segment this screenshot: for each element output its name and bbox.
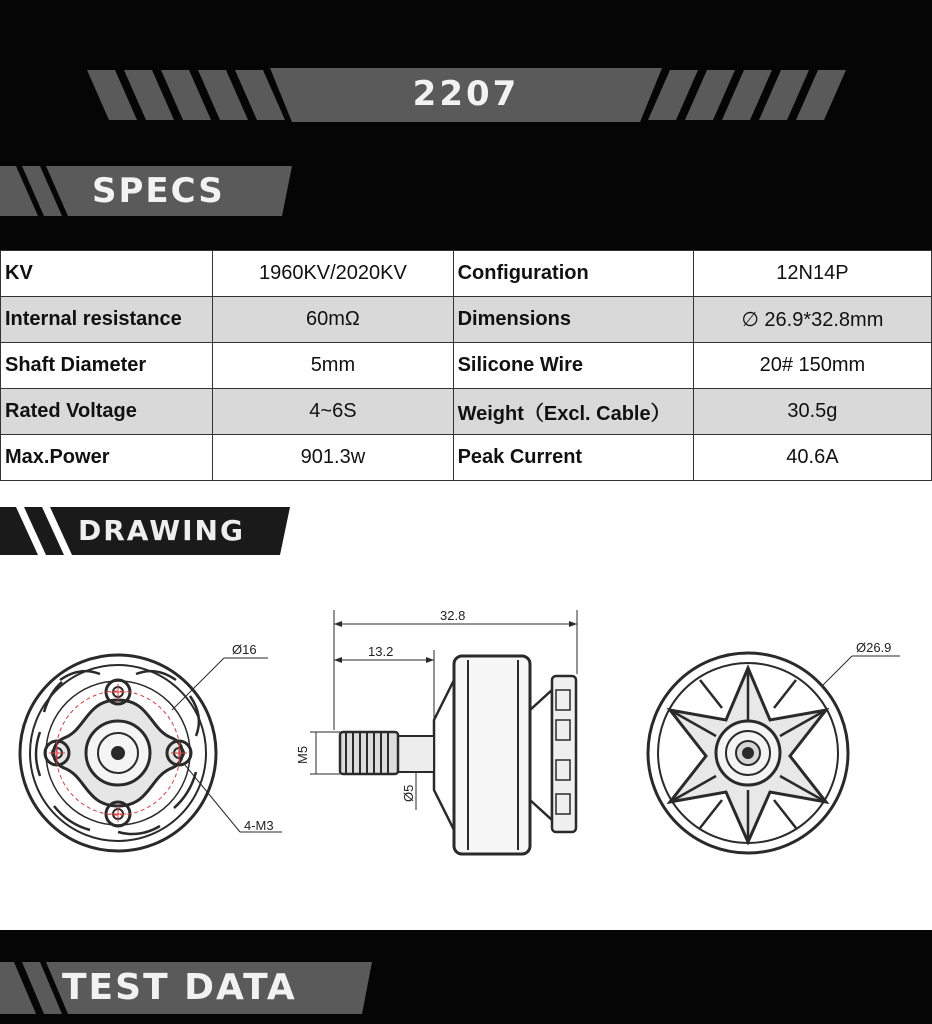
shaft-thread-label: M5 — [295, 745, 310, 764]
spec-value: ∅ 26.9*32.8mm — [693, 297, 931, 343]
motor-technical-drawing — [0, 580, 932, 910]
length-shaft-label: 13.2 — [368, 644, 394, 659]
spec-label: Internal resistance — [1, 297, 213, 343]
specs-table — [0, 250, 932, 481]
spec-label: KV — [1, 251, 213, 297]
spec-value: 5mm — [213, 343, 453, 389]
spec-value: 60mΩ — [213, 297, 453, 343]
spec-label: Peak Current — [453, 435, 693, 481]
spec-label: Configuration — [453, 251, 693, 297]
drawing-heading: DRAWING — [78, 514, 245, 547]
spec-label: Shaft Diameter — [1, 343, 213, 389]
spec-value: 40.6A — [693, 435, 931, 481]
table-row — [1, 389, 932, 435]
spec-label: Max.Power — [1, 435, 213, 481]
table-row — [1, 251, 932, 297]
test-data-heading: TEST DATA — [62, 967, 297, 1008]
length-total-label: 32.8 — [440, 608, 466, 623]
table-row — [1, 435, 932, 481]
spec-value: 901.3w — [213, 435, 453, 481]
side-view — [310, 610, 577, 854]
spec-label: Silicone Wire — [453, 343, 693, 389]
table-row — [1, 297, 932, 343]
specs-heading: SPECS — [92, 171, 225, 211]
spec-value: 1960KV/2020KV — [213, 251, 453, 297]
mount-holes-label: 4-M3 — [244, 818, 274, 833]
shaft-diameter-label: Ø5 — [401, 784, 416, 802]
front-diameter-label: Ø16 — [232, 642, 257, 657]
spec-label: Dimensions — [453, 297, 693, 343]
rear-view — [648, 653, 900, 853]
bell-diameter-label: Ø26.9 — [856, 640, 892, 655]
front-view — [20, 655, 282, 851]
model-title: 2207 — [412, 74, 520, 114]
spec-value: 20# 150mm — [693, 343, 931, 389]
spec-value: 30.5g — [693, 389, 931, 435]
spec-value: 4~6S — [213, 389, 453, 435]
table-row — [1, 343, 932, 389]
spec-value: 12N14P — [693, 251, 931, 297]
spec-label: Rated Voltage — [1, 389, 213, 435]
spec-label: Weight（Excl. Cable） — [453, 389, 693, 435]
